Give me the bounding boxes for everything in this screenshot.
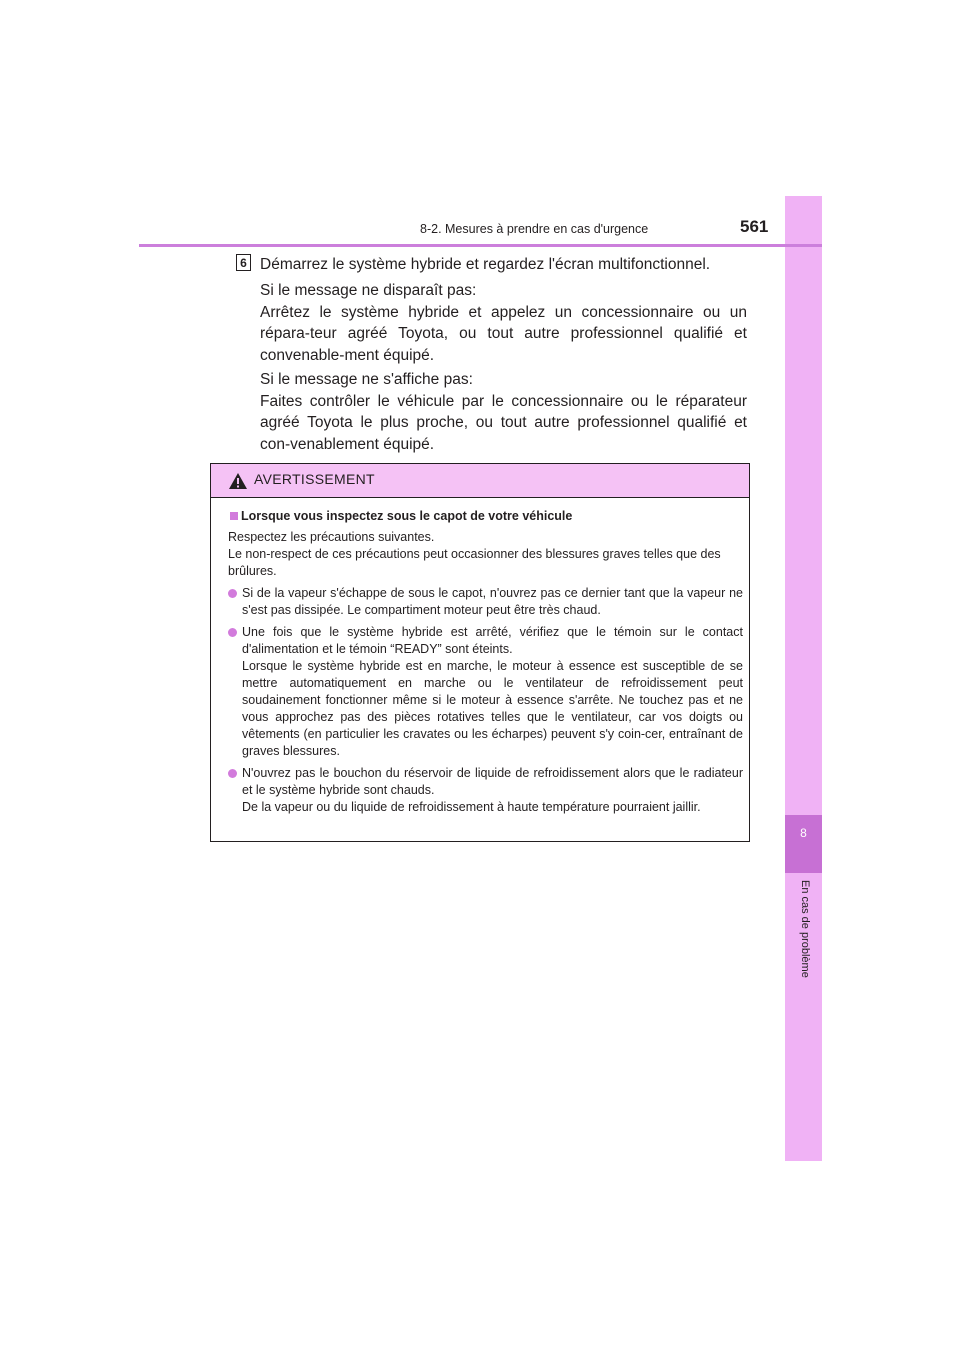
warning-bullet-3: N'ouvrez pas le bouchon du réservoir de liquide de refroidissement alors que le radiateur et le système hybride sont chauds. De la vapeur ou du liquide de refroidissement à haute température pourraient jaillir. bbox=[228, 765, 743, 816]
case-1-text: Arrêtez le système hybride et appelez un concessionnaire ou un répara-teur agréé Toyota, ou tout autre professionnel qualifié et convenable-ment équipé. bbox=[260, 303, 747, 364]
case-2 bbox=[260, 369, 747, 455]
warning-intro-1: Respectez les précautions suivantes. bbox=[228, 530, 435, 544]
case-2-title: Si le message ne s'affiche pas: bbox=[260, 371, 473, 388]
warning-intro-2: Le non-respect de ces précautions peut occasionner des blessures graves telles que des brûlures. bbox=[228, 547, 721, 578]
warning-header bbox=[211, 464, 749, 498]
step-number-badge: 6 bbox=[236, 254, 251, 271]
case-1 bbox=[260, 280, 747, 366]
chapter-number-block bbox=[785, 815, 822, 873]
case-2-text: Faites contrôler le véhicule par le concessionnaire ou le réparateur agréé Toyota le plus proche, ou tout autre professionnel qualifié et con-venablement équipé. bbox=[260, 392, 747, 453]
chapter-number: 8 bbox=[800, 826, 807, 840]
case-1-title: Si le message ne disparaît pas: bbox=[260, 282, 477, 299]
section-title: 8-2. Mesures à prendre en cas d'urgence bbox=[420, 222, 649, 236]
warning-body bbox=[228, 508, 743, 816]
warning-bullet-1: Si de la vapeur s'échappe de sous le capot, n'ouvrez pas ce dernier tant que la vapeur ne s'est pas dissipée. Le compartiment moteur peut être très chaud. bbox=[228, 585, 743, 619]
bullet-dot-icon bbox=[228, 769, 237, 778]
warning-box bbox=[210, 463, 750, 842]
bullet-dot-icon bbox=[228, 628, 237, 637]
warning-title: AVERTISSEMENT bbox=[254, 471, 375, 487]
page-number: 561 bbox=[740, 217, 769, 236]
chapter-label: En cas de problème bbox=[799, 880, 811, 978]
chapter-side-tab bbox=[785, 196, 822, 1161]
bullet-dot-icon bbox=[228, 589, 237, 598]
header-divider bbox=[139, 244, 822, 247]
square-bullet-icon bbox=[230, 512, 238, 520]
step-instruction: Démarrez le système hybride et regardez l'écran multifonctionnel. bbox=[260, 256, 711, 273]
warning-heading: Lorsque vous inspectez sous le capot de votre véhicule bbox=[228, 508, 743, 525]
warning-triangle-icon bbox=[228, 472, 248, 490]
warning-bullet-2: Une fois que le système hybride est arrêté, vérifiez que le témoin sur le contact d'alimentation et le témoin “READY” sont éteints. Lorsque le système hybride est en marche, le moteur à essence est susceptible de se mettre automatiquement en marche ou le ventilateur de refroidissement peut soudainement fonctionner même si le moteur à essence s'arrête. Ne touchez pas et ne vous approchez pas des pièces rotatives telles que le ventilateur, car vos doigts ou vêtements (en particulier les cravates ou les écharpes) peuvent s'y coin-cer, entraînant de graves blessures. bbox=[228, 624, 743, 760]
